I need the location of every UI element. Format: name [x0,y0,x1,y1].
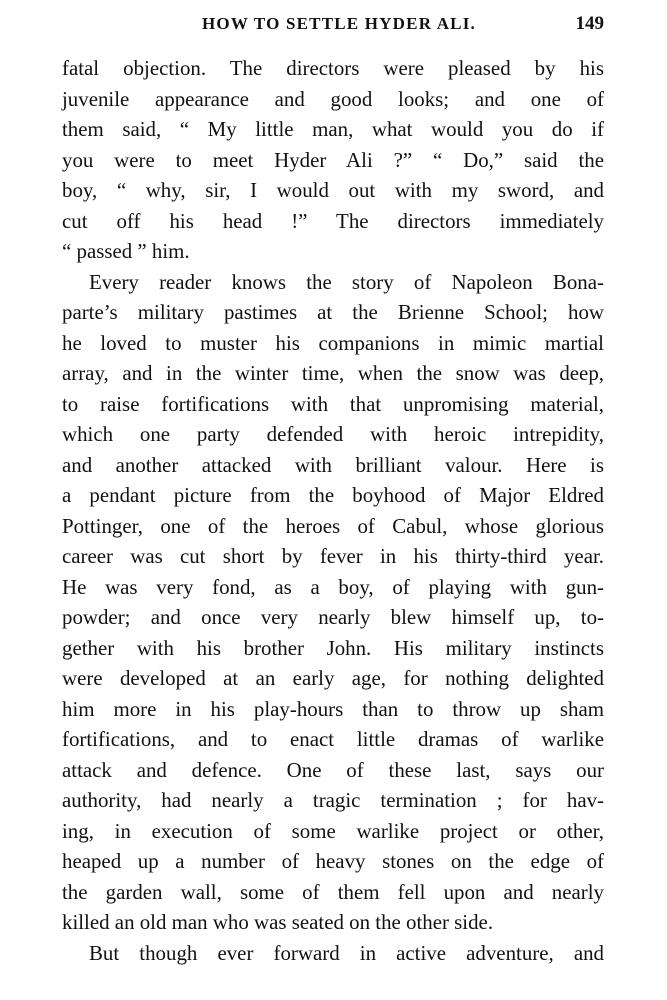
text-line: he loved to muster his companions in mimic martial [62,330,604,355]
text-line: attack and defence. One of these last, says our [62,757,604,782]
text-line: them said, “ My little man, what would you do if [62,117,604,141]
running-title: HOW TO SETTLE HYDER ALI. [202,14,476,33]
text-line: He was very fond, as a boy, of playing with gun- [62,574,604,599]
paragraph [62,938,604,969]
text-line: gether with his brother John. His military instincts [62,635,604,660]
text-line: career was cut short by fever in his thirty-third year. [62,544,604,568]
text-line: the garden wall, some of them fell upon and nearly [62,879,604,904]
paragraph [62,53,604,267]
text-line: ing, in execution of some warlike project or other, [62,818,604,843]
body-text [62,53,604,968]
running-head [62,14,604,40]
paragraph [62,267,604,938]
text-line: a pendant picture from the boyhood of Major Eldred [62,483,604,507]
text-line: were developed at an early age, for nothing delighted [62,666,604,690]
text-line: and another attacked with brilliant valour. Here is [62,452,604,477]
text-line: powder; and once very nearly blew himself up, to- [62,605,604,629]
text-line: “ passed ” him. [62,239,190,263]
text-line: parte’s military pastimes at the Brienne School; how [62,300,604,324]
text-line: to raise fortifications with that unpromising material, [62,391,604,416]
text-line: him more in his play-hours than to throw up sham [62,696,604,721]
page-number: 149 [575,13,604,34]
text-line: fortifications, and to enact little dramas of warlike [62,727,604,751]
text-line: authority, had nearly a tragic termination ; for hav- [62,788,604,812]
text-line: killed an old man who was seated on the other side. [62,910,494,934]
text-line: boy, “ why, sir, I would out with my sword, and [62,178,604,202]
text-line: cut off his head !” The directors immediately [62,208,604,233]
text-line: fatal objection. The directors were pleased by his [62,56,604,80]
text-line: array, and in the winter time, when the snow was deep, [62,361,604,385]
text-line: heaped up a number of heavy stones on the edge of [62,849,604,873]
text-line: you were to meet Hyder Ali ?” “ Do,” said the [62,147,604,172]
text-line: But though ever forward in active adventure, and [89,940,604,965]
text-line: juvenile appearance and good looks; and one of [62,86,604,111]
text-line: Every reader knows the story of Napoleon Bona- [89,269,604,294]
text-line: Pottinger, one of the heroes of Cabul, whose glorious [62,513,604,538]
text-line: which one party defended with heroic intrepidity, [62,422,604,446]
